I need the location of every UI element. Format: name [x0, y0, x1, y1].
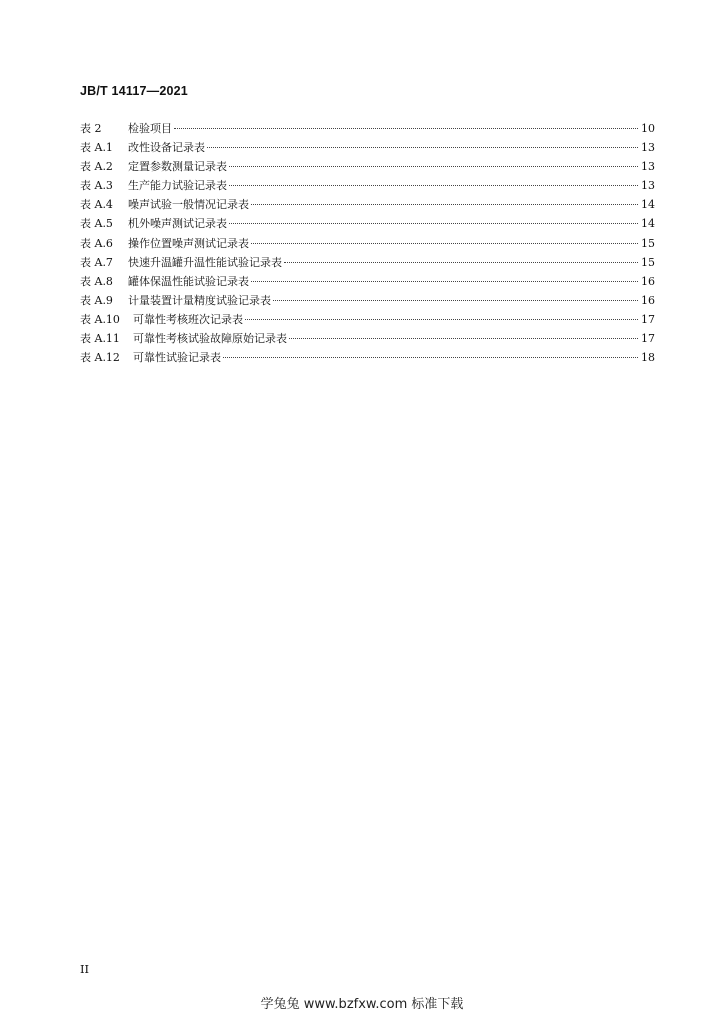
toc-entry[interactable]: [80, 214, 655, 233]
toc-dot-leader: [207, 147, 638, 148]
toc-entry-title: 操作位置噪声测试记录表: [128, 236, 249, 250]
toc-entry-page: 16: [641, 293, 655, 307]
toc-entry[interactable]: [80, 234, 655, 253]
toc-entry-title: 改性设备记录表: [128, 141, 205, 155]
toc-entry-page: 14: [641, 198, 655, 212]
toc-dot-leader: [229, 166, 638, 167]
toc-entry-page: 15: [641, 255, 655, 269]
toc-entry-page: 18: [641, 351, 655, 365]
toc-entry-title: 可靠性考核试验故障原始记录表: [133, 332, 287, 346]
toc-entry-number: 表 A.5: [80, 217, 113, 231]
toc-dot-leader: [251, 243, 638, 244]
page-number: II: [80, 962, 90, 976]
toc-dot-leader: [284, 262, 638, 263]
toc-entry-title: 噪声试验一般情况记录表: [128, 198, 249, 212]
toc-entry-title: 可靠性试验记录表: [133, 351, 221, 365]
standard-code: JB/T 14117—2021: [80, 84, 188, 98]
toc-entry-page: 17: [641, 312, 655, 326]
toc-entry-number: 表 A.9: [80, 293, 113, 307]
table-of-contents: [80, 119, 655, 367]
toc-entry-title: 可靠性考核班次记录表: [133, 312, 243, 326]
toc-entry[interactable]: [80, 348, 655, 367]
toc-entry[interactable]: [80, 138, 655, 157]
toc-entry-number: 表 A.7: [80, 255, 113, 269]
toc-entry-title: 快速升温罐升温性能试验记录表: [128, 255, 282, 269]
toc-entry-number: 表 A.2: [80, 160, 113, 174]
toc-entry-title: 检验项目: [128, 122, 172, 135]
toc-entry[interactable]: [80, 272, 655, 291]
toc-entry-number: 表 A.3: [80, 179, 113, 193]
toc-entry-page: 13: [641, 179, 655, 193]
toc-entry-title: 生产能力试验记录表: [128, 179, 227, 193]
toc-entry-page: 13: [641, 141, 655, 155]
toc-entry-title: 罐体保温性能试验记录表: [128, 274, 249, 288]
toc-entry[interactable]: [80, 119, 655, 138]
toc-entry[interactable]: [80, 310, 655, 329]
toc-entry[interactable]: [80, 253, 655, 272]
toc-entry-number: 表 A.10: [80, 312, 120, 326]
toc-entry[interactable]: [80, 291, 655, 310]
toc-entry-page: 16: [641, 274, 655, 288]
toc-entry-page: 14: [641, 217, 655, 231]
toc-dot-leader: [229, 185, 638, 186]
toc-entry-title: 计量装置计量精度试验记录表: [128, 293, 271, 307]
toc-dot-leader: [245, 319, 638, 320]
toc-entry-title: 定置参数测量记录表: [128, 160, 227, 174]
toc-dot-leader: [251, 281, 638, 282]
toc-entry-page: 17: [641, 332, 655, 346]
toc-dot-leader: [174, 128, 638, 129]
toc-entry[interactable]: [80, 176, 655, 195]
toc-entry-number: 表 A.11: [80, 332, 120, 346]
toc-entry-page: 10: [641, 122, 655, 135]
watermark-text: 学兔兔 www.bzfxw.com 标准下载: [260, 997, 464, 1012]
toc-entry[interactable]: [80, 195, 655, 214]
toc-entry-page: 15: [641, 236, 655, 250]
toc-entry-number: 表 A.8: [80, 274, 113, 288]
toc-dot-leader: [251, 204, 638, 205]
toc-dot-leader: [289, 338, 638, 339]
toc-entry-title: 机外噪声测试记录表: [128, 217, 227, 231]
toc-dot-leader: [229, 223, 638, 224]
toc-entry[interactable]: [80, 329, 655, 348]
toc-dot-leader: [223, 357, 638, 358]
toc-entry-page: 13: [641, 160, 655, 174]
toc-entry-number: 表 A.6: [80, 236, 113, 250]
toc-entry-number: 表 A.12: [80, 351, 120, 365]
toc-dot-leader: [273, 300, 638, 301]
toc-entry[interactable]: [80, 157, 655, 176]
toc-entry-number: 表 A.1: [80, 141, 113, 155]
toc-entry-number: 表 A.4: [80, 198, 113, 212]
toc-entry-number: 表 2: [80, 122, 102, 135]
